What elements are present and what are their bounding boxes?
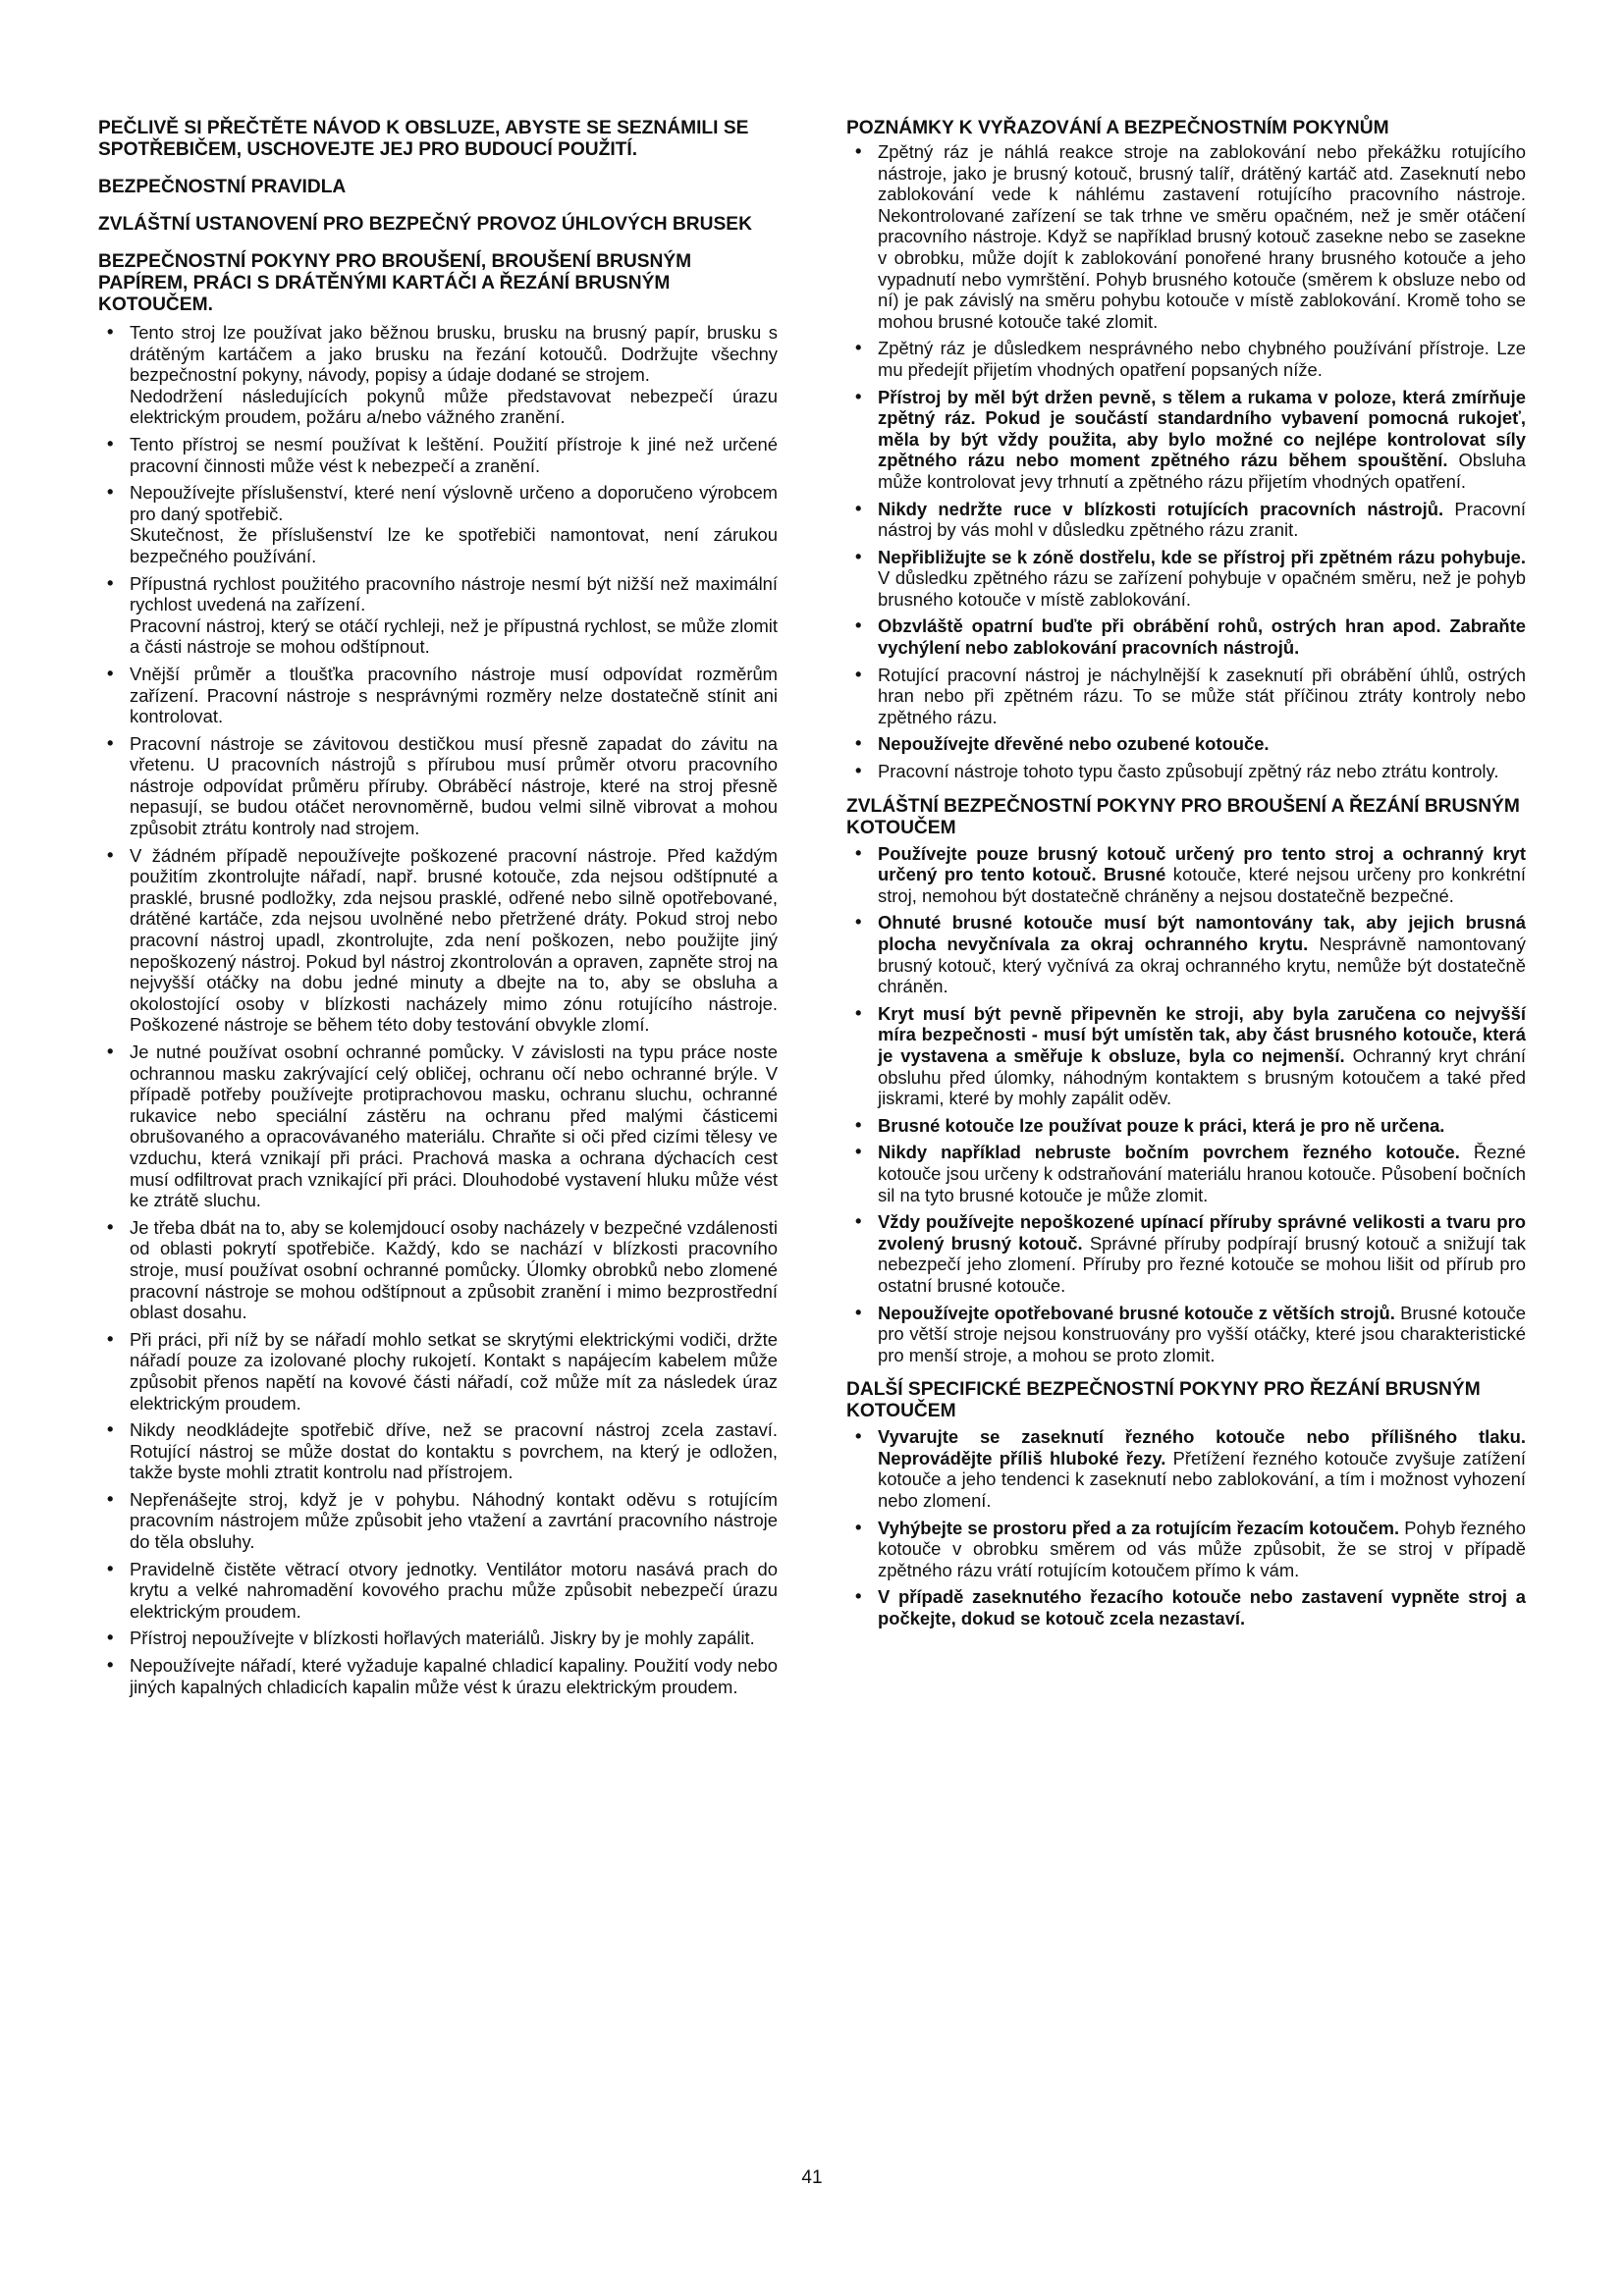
list-item: • Při práci, při níž by se nářadí mohlo setkat se skrytými elektrickými vodiči, držte nářadí pouze za izolované plochy rukojetí. Kontakt s napájecím kabelem může způsobit přenos napětí na kovové části nářadí, což může mít za následek úraz elektrickým proudem.	[98, 1329, 778, 1414]
list-item: • Nepřibližujte se k zóně dostřelu, kde se přístroj při zpětném rázu pohybuje. V důsledku zpětného rázu se zařízení pohybuje v opačném směru, než je pohyb brusného kotouče v místě zablokování.	[846, 547, 1526, 611]
list-item: • Kryt musí být pevně připevněn ke stroji, aby byla zaručena co nejvyšší míra bezpečnosti - musí být umístěn tak, aby část brusného kotouče, která je vystavena a směřuje k obsluze, byla co nejmenší. Ochranný kryt chrání obsluhu před úlomky, náhodným kontaktem s brusným kotoučem a také před jiskrami, které by mohly zapálit oděv.	[846, 1003, 1526, 1109]
heading-cutting-specific: DALŠÍ SPECIFICKÉ BEZPEČNOSTNÍ POKYNY PRO ŘEZÁNÍ BRUSNÝM KOTOUČEM	[846, 1379, 1481, 1422]
list-item: • Vždy používejte nepoškozené upínací příruby správné velikosti a tvaru pro zvolený brusný kotouč. Správné příruby podpírají brusný kotouč a snižují tak nebezpečí jeho zlomení. Příruby pro řezné kotouče se mohou lišit od přírub pro ostatní brusné kotouče.	[846, 1211, 1526, 1296]
list-item: • Ohnuté brusné kotouče musí být namontovány tak, aby jejich brusná plocha nevyčnívala za okraj ochranného krytu. Nesprávně namontovaný brusný kotouč, který vyčnívá za okraj ochranného krytu, nemůže být dostatečně chráněn.	[846, 912, 1526, 996]
list-item: • Zpětný ráz je náhlá reakce stroje na zablokování nebo překážku rotujícího nástroje, jako je brusný kotouč, brusný talíř, drátěný kartáč atd. Zaseknutí nebo zablokování vede k náhlému zastavení rotujícího pracovního nástroje. Nekontrolované zařízení se tak trhne ve směru opačném, než je směr otáčení pracovního nástroje. Když se například brusný kotouč zasekne nebo se zasekne v obrobku, může dojít k zablokování ponořené hrany brusného kotouče a jeho vypadnutí nebo vymrštění. Pohyb brusného kotouče (směrem k obsluze nebo od ní) je pak závislý na směru pohybu kotouče v místě zablokování. Kromě toho se mohou brusné kotouče také zlomit.	[846, 141, 1526, 332]
list-item: • Zpětný ráz je důsledkem nesprávného nebo chybného používání přístroje. Lze mu předejít přijetím vhodných opatření popsaných níže.	[846, 338, 1526, 380]
heading-angle-grinder-provisions: ZVLÁŠTNÍ USTANOVENÍ PRO BEZPEČNÝ PROVOZ ÚHLOVÝCH BRUSEK	[98, 214, 752, 235]
list-item: • Je nutné používat osobní ochranné pomůcky. V závislosti na typu práce noste ochrannou masku zakrývající celý obličej, ochranu očí nebo ochranné brýle. V případě potřeby používejte protiprachovou masku, ochranu sluchu, ochranné rukavice nebo speciální zástěru na ochranu před malými částicemi obrušovaného a opracovávaného materiálu. Chraňte si oči před cizími tělesy ve vzduchu, která vznikají při práci. Prachová maska a ochrana dýchacích cest musí odfiltrovat prach vznikající při práci. Dlouhodobé vystavení hluku může vést ke ztrátě sluchu.	[98, 1041, 778, 1211]
list-item: • Brusné kotouče lze používat pouze k práci, která je pro ně určena.	[846, 1115, 1526, 1137]
list-item: • Nepřenášejte stroj, když je v pohybu. Náhodný kontakt oděvu s rotujícím pracovním nástrojem může způsobit jeho vtažení a zavrtání pracovního nástroje do těla obsluhy.	[98, 1489, 778, 1553]
list-item: • Přípustná rychlost použitého pracovního nástroje nesmí být nižší než maximální rychlost uvedená na zařízení. Pracovní nástroj, který se otáčí rychleji, než je přípustná rychlost, se může zlomit a části nástroje se mohou odštípnout.	[98, 573, 778, 658]
list-item: • Nikdy například nebruste bočním povrchem řezného kotouče. Řezné kotouče jsou určeny k odstraňování materiálu hranou kotouče. Působení bočních sil na tyto brusné kotouče je může zlomit.	[846, 1142, 1526, 1205]
heading-grinding-cutting: ZVLÁŠTNÍ BEZPEČNOSTNÍ POKYNY PRO BROUŠENÍ A ŘEZÁNÍ BRUSNÝM KOTOUČEM	[846, 795, 1520, 838]
list-item: • V žádném případě nepoužívejte poškozené pracovní nástroje. Před každým použitím zkontrolujte nářadí, např. brusné kotouče, zda nejsou odštípnuté a prasklé, brusné podložky, zda nejsou prasklé, odřené nebo silně opotřebované, drátěné kartáče, zda nejsou uvolněné nebo přetržené dráty. Pokud stroj nebo pracovní nástroj upadl, zkontrolujte, zda není poškozen, nebo použijte jiný nepoškozený nástroj. Pokud byl nástroj zkontrolován a opraven, zapněte stroj na nejvyšší otáčky na dobu jedné minuty a dbejte na to, aby se obsluha a okolostojící osoby v blízkosti nacházely mimo zónu rotujícího nástroje. Poškozené nástroje se během této doby testování obvykle zlomí.	[98, 845, 778, 1036]
heading-grinding-safety: BEZPEČNOSTNÍ POKYNY PRO BROUŠENÍ, BROUŠENÍ BRUSNÝM PAPÍREM, PRÁCI S DRÁTĚNÝMI KARTÁČI A ŘEZÁNÍ BRUSNÝM KOTOUČEM.	[98, 251, 692, 315]
list-item: • Obzvláště opatrní buďte při obrábění rohů, ostrých hran apod. Zabraňte vychýlení nebo zablokování pracovních nástrojů.	[846, 615, 1526, 658]
left-column	[98, 118, 778, 1707]
list-item: • Pracovní nástroje tohoto typu často způsobují zpětný ráz nebo ztrátu kontroly.	[846, 761, 1526, 782]
list-item: • Tento přístroj se nesmí používat k leštění. Použití přístroje k jiné než určené pracovní činnosti může vést k nebezpečí a zranění.	[98, 434, 778, 476]
list-item: • Nepoužívejte opotřebované brusné kotouče z větších strojů. Brusné kotouče pro větší stroje nejsou konstruovány pro vyšší otáčky, které jsou charakteristické pro menší stroje, a mohou se proto zlomit.	[846, 1303, 1526, 1366]
heading-read-manual: PEČLIVĚ SI PŘEČTĚTE NÁVOD K OBSLUZE, ABYSTE SE SEZNÁMILI SE SPOTŘEBIČEM, USCHOVEJTE JEJ PRO BUDOUCÍ POUŽITÍ.	[98, 118, 749, 160]
list-item: • Vyvarujte se zaseknutí řezného kotouče nebo přílišného tlaku. Neprovádějte příliš hluboké řezy. Přetížení řezného kotouče zvyšuje zatížení kotouče a jeho tendenci k zaseknutí nebo zablokování, a tím i možnost vyhození nebo zlomení.	[846, 1426, 1526, 1511]
right-column	[846, 118, 1526, 1639]
list-item: • Nepoužívejte nářadí, které vyžaduje kapalné chladicí kapaliny. Použití vody nebo jiných kapalných chladicích kapalin může vést k úrazu elektrickým proudem.	[98, 1655, 778, 1697]
list-item: • Používejte pouze brusný kotouč určený pro tento stroj a ochranný kryt určený pro tento kotouč. Brusné kotouče, které nejsou určeny pro konkrétní stroj, nemohou být dostatečně chráněny a nejsou dostatečně bezpečné.	[846, 843, 1526, 907]
list-item: • Nikdy neodkládejte spotřebič dříve, než se pracovní nástroj zcela zastaví. Rotující nástroj se může dostat do kontaktu s povrchem, na který je odložen, takže byste mohli ztratit kontrolu nad přístrojem.	[98, 1419, 778, 1483]
page-number: 41	[801, 2167, 823, 2188]
heading-safety-rules: BEZPEČNOSTNÍ PRAVIDLA	[98, 177, 347, 197]
list-item: • Přístroj by měl být držen pevně, s tělem a rukama v poloze, která zmírňuje zpětný ráz. Pokud je součástí standardního vybavení pomocná rukojeť, měla by být vždy použita, aby bylo možné co nejlépe kontrolovat síly zpětného rázu nebo moment zpětného rázu během spouštění. Obsluha může kontrolovat jevy trhnutí a zpětného rázu přijetím vhodných opatření.	[846, 387, 1526, 493]
grinding-cutting-list	[846, 843, 1526, 1366]
list-item: • Pracovní nástroje se závitovou destičkou musí přesně zapadat do závitu na vřetenu. U pracovních nástrojů s přírubou musí průměr otvoru pracovního nástroje odpovídat průměru příruby. Obráběcí nástroje, které na stroj přesně nepasují, se budou otáčet nerovnoměrně, budou velmi silně vibrovat a mohou způsobit ztrátu kontroly nad strojem.	[98, 733, 778, 839]
list-item: • V případě zaseknutého řezacího kotouče nebo zastavení vypněte stroj a počkejte, dokud se kotouč zcela nezastaví.	[846, 1586, 1526, 1629]
heading-kickback-notes: POZNÁMKY K VYŘAZOVÁNÍ A BEZPEČNOSTNÍM POKYNŮM	[846, 118, 1389, 138]
list-item: • Rotující pracovní nástroj je náchylnější k zaseknutí při obrábění úhlů, ostrých hran nebo při zpětném rázu. To se může stát příčinou ztráty kontroly nebo zpětného rázu.	[846, 665, 1526, 728]
list-item: • Vnější průměr a tloušťka pracovního nástroje musí odpovídat rozměrům zařízení. Pracovní nástroje s nesprávnými rozměry nelze dostatečně stínit ani kontrolovat.	[98, 664, 778, 727]
list-item: • Nikdy nedržte ruce v blízkosti rotujících pracovních nástrojů. Pracovní nástroj by vás mohl v důsledku zpětného rázu zranit.	[846, 499, 1526, 541]
list-item: • Vyhýbejte se prostoru před a za rotujícím řezacím kotoučem. Pohyb řezného kotouče v obrobku směrem od vás může způsobit, že se stroj v případě zpětného rázu vrátí rotujícím kotoučem přímo k vám.	[846, 1518, 1526, 1581]
list-item: • Přístroj nepoužívejte v blízkosti hořlavých materiálů. Jiskry by je mohly zapálit.	[98, 1628, 778, 1649]
left-safety-list	[98, 322, 778, 1697]
list-item: • Tento stroj lze používat jako běžnou brusku, brusku na brusný papír, brusku s drátěným kartáčem a jako brusku na řezání kotoučů. Dodržujte všechny bezpečnostní pokyny, návody, popisy a údaje dodané se strojem. Nedodržení následujících pokynů může představovat nebezpečí úrazu elektrickým proudem, požáru a/nebo vážného zranění.	[98, 322, 778, 428]
list-item: • Pravidelně čistěte větrací otvory jednotky. Ventilátor motoru nasává prach do krytu a velké nahromadění kovového prachu může způsobit nebezpečí úrazu elektrickým proudem.	[98, 1559, 778, 1623]
manual-page	[98, 118, 1532, 2179]
list-item: • Nepoužívejte dřevěné nebo ozubené kotouče.	[846, 733, 1526, 755]
kickback-list	[846, 141, 1526, 782]
cutting-list	[846, 1426, 1526, 1629]
list-item: • Nepoužívejte příslušenství, které není výslovně určeno a doporučeno výrobcem pro daný spotřebič. Skutečnost, že příslušenství lze ke spotřebiči namontovat, není zárukou bezpečného používání.	[98, 482, 778, 566]
list-item: • Je třeba dbát na to, aby se kolemjdoucí osoby nacházely v bezpečné vzdálenosti od oblasti pokrytí spotřebiče. Každý, kdo se nachází v blízkosti pracovního stroje, musí používat osobní ochranné pomůcky. Úlomky obrobků nebo zlomené pracovní nástroje se mohou odštípnout a způsobit zranění i mimo bezprostřední oblast dosahu.	[98, 1217, 778, 1323]
